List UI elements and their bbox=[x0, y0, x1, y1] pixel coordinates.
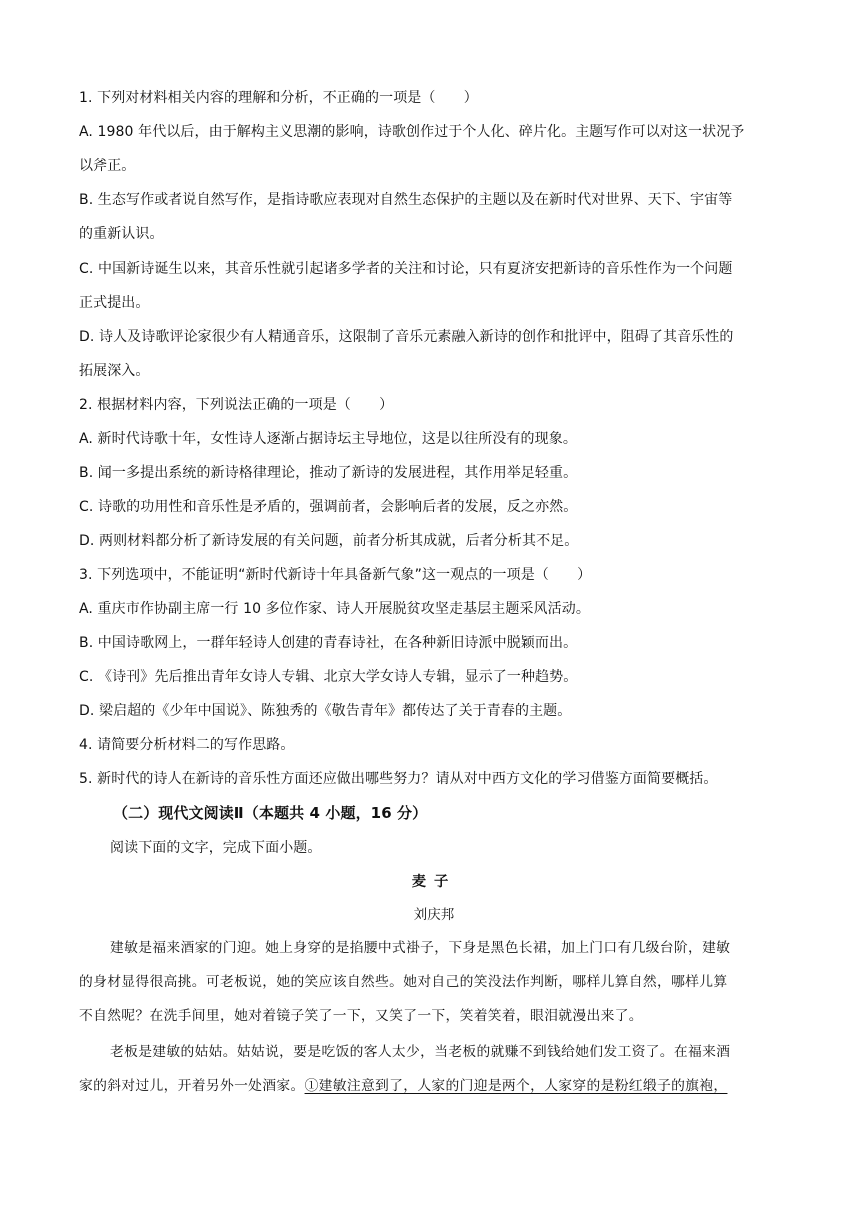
story-paragraph-2-line-2 bbox=[79, 1076, 727, 1096]
story-title: 麦子 bbox=[411, 874, 457, 890]
section-instruction: 阅读下面的文字，完成下面小题。 bbox=[110, 840, 322, 856]
question-2-option-b: B. 闻一多提出系统的新诗格律理论，推动了新诗的发展进程，其作用举足轻重。 bbox=[79, 465, 578, 481]
story-paragraph-2-line-1: 老板是建敏的姑姑。姑姑说，要是吃饭的客人太少，当老板的就赚不到钱给她们发工资了。在福来酒 bbox=[110, 1044, 731, 1060]
question-3-option-b: B. 中国诗歌网上，一群年轻诗人创建的青春诗社，在各种新旧诗派中脱颖而出。 bbox=[79, 635, 578, 651]
question-1-option-d-cont: 拓展深入。 bbox=[79, 363, 150, 379]
question-1-option-c-cont: 正式提出。 bbox=[79, 295, 150, 311]
question-2-option-d: D. 两则材料都分析了新诗发展的有关问题，前者分析其成就，后者分析其不足。 bbox=[79, 533, 579, 549]
underlined-sentence-1: ①建敏注意到了，人家的门迎是两个，人家穿的是粉红缎子的旗袍， bbox=[304, 1078, 728, 1094]
question-1-option-b-cont: 的重新认识。 bbox=[79, 226, 164, 242]
section-heading: （二）现代文阅读Ⅱ（本题共 4 小题，16 分） bbox=[113, 804, 428, 822]
question-4: 4. 请简要分析材料二的写作思路。 bbox=[79, 737, 295, 753]
story-paragraph-1-line-3: 不自然呢？在洗手间里，她对着镜子笑了一下，又笑了一下，笑着笑着，眼泪就漫出来了。 bbox=[79, 1008, 643, 1024]
story-paragraph-1-line-2: 的身材显得很高挑。可老板说，她的笑应该自然些。她对自己的笑没法作判断，哪样儿算自然，哪样儿算 bbox=[79, 974, 728, 990]
question-1-option-b: B. 生态写作或者说自然写作，是指诗歌应表现对自然生态保护的主题以及在新时代对世界、天下、宇宙等 bbox=[79, 192, 733, 208]
question-1-option-c: C. 中国新诗诞生以来，其音乐性就引起诸多学者的关注和讨论，只有夏济安把新诗的音乐性作为一个问题 bbox=[79, 261, 733, 277]
question-3-stem: 3. 下列选项中，不能证明“新时代新诗十年具备新气象”这一观点的一项是（ ） bbox=[79, 567, 592, 583]
question-1-option-a: A. 1980 年代以后，由于解构主义思潮的影响，诗歌创作过于个人化、碎片化。主题写作可以对这一状况予 bbox=[79, 124, 745, 140]
story-paragraph-1-line-1: 建敏是福来酒家的门迎。她上身穿的是掐腰中式褂子，下身是黑色长裙，加上门口有几级台阶，建敏 bbox=[110, 940, 731, 956]
question-1-stem: 1. 下列对材料相关内容的理解和分析，不正确的一项是（ ） bbox=[79, 90, 478, 106]
question-3-option-c: C. 《诗刊》先后推出青年女诗人专辑、北京大学女诗人专辑，显示了一种趋势。 bbox=[79, 669, 578, 685]
question-2-option-c: C. 诗歌的功用性和音乐性是矛盾的，强调前者，会影响后者的发展，反之亦然。 bbox=[79, 499, 578, 515]
story-author: 刘庆邦 bbox=[413, 907, 455, 923]
question-3-option-d: D. 梁启超的《少年中国说》、陈独秀的《敬告青年》都传达了关于青春的主题。 bbox=[79, 703, 572, 719]
question-2-option-a: A. 新时代诗歌十年，女性诗人逐渐占据诗坛主导地位，这是以往所没有的现象。 bbox=[79, 431, 577, 447]
question-3-option-a: A. 重庆市作协副主席一行 10 多位作家、诗人开展脱贫攻坚走基层主题采风活动。 bbox=[79, 601, 590, 617]
story-paragraph-2-text: 家的斜对过儿，开着另外一处酒家。 bbox=[79, 1078, 305, 1094]
question-2-stem: 2. 根据材料内容，下列说法正确的一项是（ ） bbox=[79, 397, 394, 413]
question-5: 5. 新时代的诗人在新诗的音乐性方面还应做出哪些努力？请从对中西方文化的学习借鉴方面简要概括。 bbox=[79, 771, 718, 787]
question-1-option-d: D. 诗人及诗歌评论家很少有人精通音乐，这限制了音乐元素融入新诗的创作和批评中，阻碍了其音乐性的 bbox=[79, 329, 734, 345]
question-1-option-a-cont: 以斧正。 bbox=[79, 158, 136, 174]
